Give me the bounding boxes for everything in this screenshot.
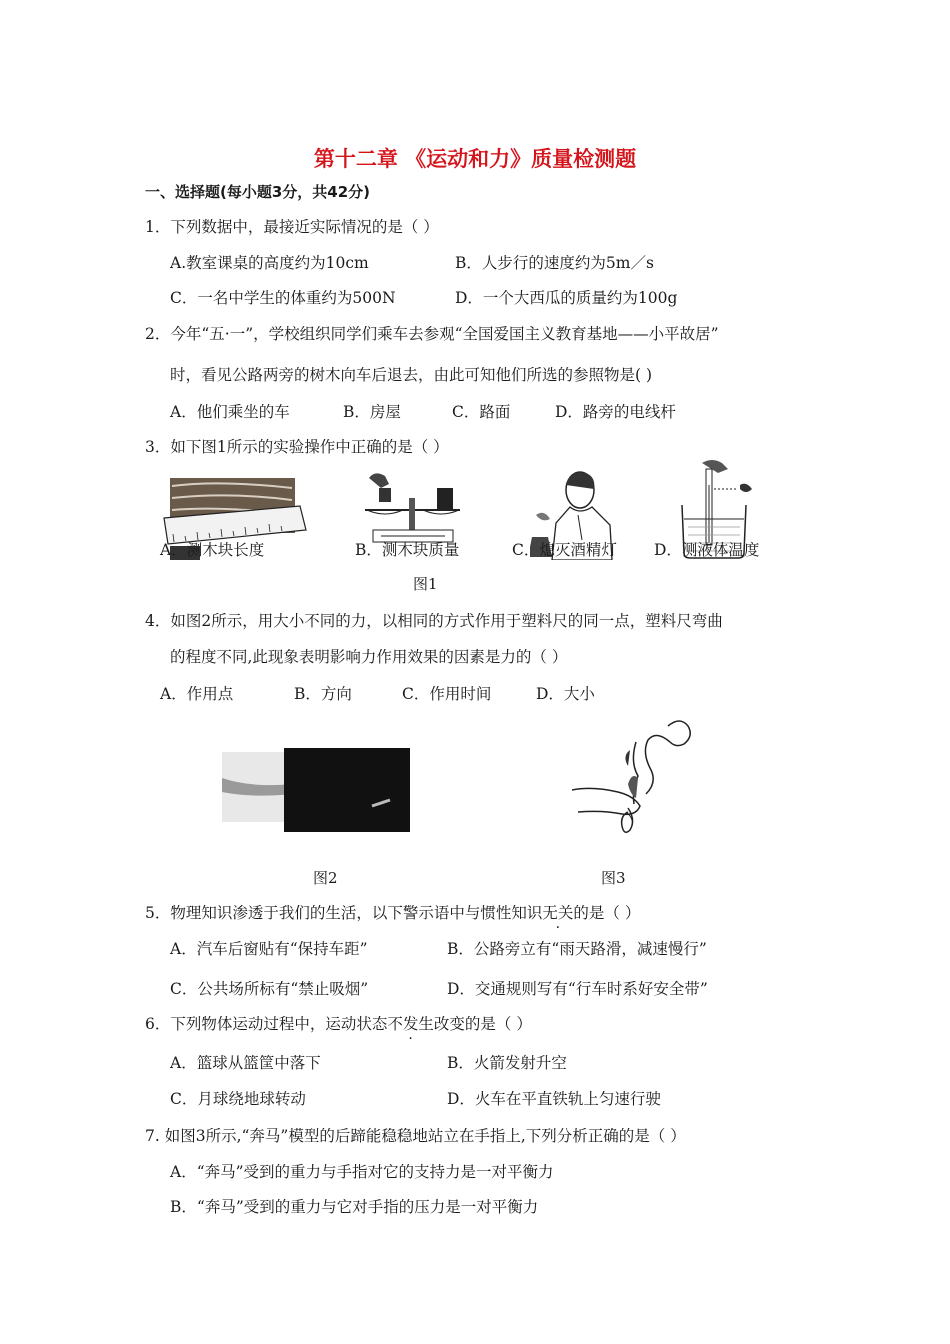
q5-stem-emphasis: 无关	[542, 904, 574, 922]
q2-option-c: C．路面	[452, 403, 511, 421]
q2-option-b: B．房屋	[343, 403, 401, 421]
figure-3-caption: 图3	[601, 869, 626, 887]
q7-stem: 7. 如图3所示,“奔马”模型的后蹄能稳稳地站立在手指上,下列分析正确的是（ ）	[145, 1127, 686, 1145]
q3-option-b: B．测木块质量	[355, 541, 460, 559]
q6-option-d: D．火车在平直铁轨上匀速行驶	[447, 1090, 661, 1108]
q5-option-d: D．交通规则写有“行车时系好安全带”	[447, 980, 708, 998]
q1-option-a: A.教室课桌的高度约为10cm	[170, 254, 369, 272]
q6-stem-emphasis: 不发生	[387, 1015, 434, 1033]
figure-1-caption: 图1	[413, 575, 438, 593]
q2-stem-continued: 时，看见公路两旁的树木向车后退去，由此可知他们所选的参照物是( )	[170, 366, 653, 384]
q4-stem-continued: 的程度不同,此现象表明影响力作用效果的因素是力的（ ）	[170, 648, 568, 666]
q6-option-a: A．篮球从篮筐中落下	[170, 1054, 321, 1072]
q5-stem-post: 的是（ ）	[573, 904, 641, 922]
q3-option-a: A．测木块长度	[160, 541, 265, 559]
q1-stem: 1．下列数据中，最接近实际情况的是（ ）	[145, 218, 439, 236]
q6-stem	[145, 1012, 532, 1034]
q1-option-c: C．一名中学生的体重约为500N	[170, 289, 396, 307]
q2-option-d: D．路旁的电线杆	[555, 403, 676, 421]
figure-2-image	[222, 748, 412, 834]
page-title: 第十二章 《运动和力》质量检测题	[313, 147, 637, 171]
q7-option-a: A．“奔马”受到的重力与手指对它的支持力是一对平衡力	[170, 1163, 554, 1181]
q2-stem: 2．今年“五·一”，学校组织同学们乘车去参观“全国爱国主义教育基地——小平故居”	[145, 325, 719, 343]
q5-stem-pre: 5．物理知识渗透于我们的生活，以下警示语中与惯性知识	[145, 904, 543, 922]
q3-option-d: D．测液体温度	[654, 541, 760, 559]
q6-stem-pre: 6．下列物体运动过程中，运动状态	[145, 1015, 388, 1033]
q5-option-c: C．公共场所标有“禁止吸烟”	[170, 980, 369, 998]
q6-option-c: C．月球绕地球转动	[170, 1090, 306, 1108]
q4-option-c: C．作用时间	[402, 685, 492, 703]
q4-stem: 4．如图2所示，用大小不同的力，以相同的方式作用于塑料尺的同一点，塑料尺弯曲	[145, 612, 723, 630]
q7-option-b: B．“奔马”受到的重力与它对手指的压力是一对平衡力	[170, 1198, 539, 1216]
figure-2-caption: 图2	[313, 869, 338, 887]
q2-option-a: A．他们乘坐的车	[170, 403, 290, 421]
q1-option-d: D．一个大西瓜的质量约为100g	[455, 289, 678, 307]
q6-option-b: B．火箭发射升空	[447, 1054, 567, 1072]
q6-stem-post: 改变的是（ ）	[433, 1015, 532, 1033]
q4-option-b: B．方向	[294, 685, 352, 703]
figure-3-image	[572, 712, 702, 838]
q5-stem	[145, 901, 640, 923]
q1-option-b: B．人步行的速度约为5m／s	[455, 254, 654, 272]
q4-option-d: D．大小	[536, 685, 595, 703]
q3-option-c: C．熄灭酒精灯	[512, 541, 617, 559]
q4-option-a: A．作用点	[160, 685, 234, 703]
q5-option-a: A．汽车后窗贴有“保持车距”	[170, 940, 368, 958]
q3-stem: 3．如下图1所示的实验操作中正确的是（ ）	[145, 438, 449, 456]
q5-option-b: B．公路旁立有“雨天路滑，减速慢行”	[447, 940, 707, 958]
balance-scale-image	[355, 468, 470, 548]
section-heading: 一、选择题(每小题3分，共42分)	[145, 183, 371, 201]
